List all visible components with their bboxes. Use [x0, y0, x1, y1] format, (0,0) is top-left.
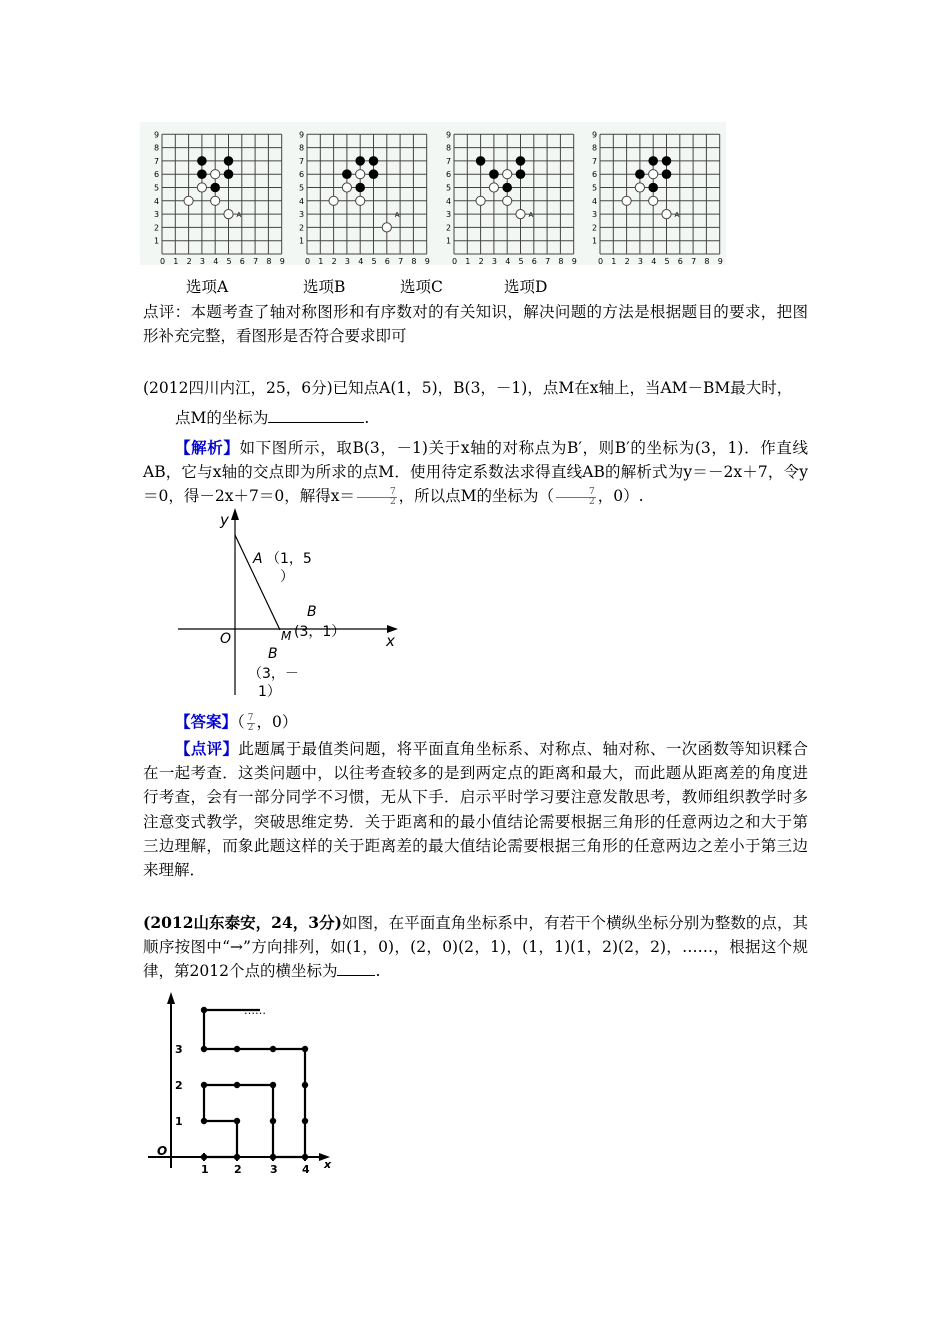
answer-fraction: $\frac{7}{2}$: [247, 712, 254, 733]
grid-y-tick: 7: [446, 156, 452, 166]
point-a-marker: A: [674, 211, 680, 220]
grid-x-tick: 3: [344, 257, 350, 266]
grid-y-tick: 6: [154, 170, 160, 180]
grid-y-tick: 9: [154, 130, 160, 140]
grid-x-tick: 3: [637, 257, 643, 266]
grid-y-tick: 5: [154, 183, 160, 193]
q3-x-tick-label: 4: [302, 1163, 310, 1176]
point-b-coord-1: （3，－: [248, 666, 299, 682]
grid-x-tick: 7: [253, 257, 259, 266]
grid-y-tick: 8: [592, 143, 598, 153]
q2-coordinate-graph: [170, 505, 430, 710]
white-stone: [211, 196, 220, 205]
q3-lattice-point: [201, 1007, 207, 1013]
white-stone: [356, 170, 365, 179]
white-stone: [329, 196, 338, 205]
grid-y-tick: 3: [154, 210, 160, 220]
grid-y-tick: 9: [446, 130, 452, 140]
q3-lattice-point: [270, 1118, 276, 1124]
black-stone: [648, 156, 658, 166]
grid-x-tick: 6: [531, 257, 537, 266]
black-stone: [369, 156, 379, 166]
white-stone: [197, 183, 206, 192]
comment-1: 点评：本题考查了轴对称图形和有序数对的有关知识，解决问题的方法是根据题目的要求，把图形补充完整，看图形是否符合要求即可: [143, 303, 808, 346]
grid-y-tick: 2: [592, 223, 598, 233]
grid-x-tick: 6: [677, 257, 683, 266]
grid-x-tick: 4: [651, 257, 657, 266]
q3-spiral-graph: [140, 990, 340, 1180]
grid-x-tick: 6: [384, 257, 390, 266]
jiexi-text-3: ，0）.: [597, 487, 644, 506]
grid-x-tick: 0: [598, 257, 604, 266]
grid-y-tick: 3: [446, 210, 452, 220]
grid-x-tick: 1: [611, 257, 617, 266]
white-stone: [211, 170, 220, 179]
black-stone: [662, 156, 672, 166]
grid-x-tick: 2: [186, 257, 192, 266]
black-stone: [648, 183, 658, 193]
black-stone: [224, 156, 234, 166]
q3-spiral-path: [204, 1010, 305, 1157]
white-stone: [342, 183, 351, 192]
grid-y-tick: 2: [154, 223, 160, 233]
q2-stem2: 点M的坐标为: [175, 409, 269, 427]
point-a-coord-2: ）: [280, 569, 294, 585]
grid-x-tick: 2: [331, 257, 337, 266]
grid-x-tick: 9: [571, 257, 577, 266]
answer-blank: [268, 406, 364, 423]
grid-x-tick: 4: [213, 257, 219, 266]
grid-x-tick: 0: [160, 257, 166, 266]
grid-y-tick: 5: [299, 183, 305, 193]
option-label-b: 选项B: [303, 278, 346, 296]
q3-continuation-dots: ……: [244, 1004, 266, 1017]
grid-y-tick: 1: [592, 236, 598, 246]
grid-y-tick: 4: [299, 196, 305, 206]
q2-stem-line2: [175, 406, 369, 430]
origin-label: O: [220, 631, 232, 647]
point-a-label: A: [253, 551, 263, 567]
answer-text-2: ，0）: [256, 713, 298, 731]
grid-y-tick: 4: [154, 196, 160, 206]
q3-y-tick-label: 2: [175, 1079, 183, 1092]
dianping-text: 此题属于最值类问题，将平面直角坐标系、对称点、轴对称、一次函数等知识糅合在一起考查．这类问题中，以往考查较多的是到两定点的距离和最大，而此题从距离差的角度进行考查，会有一部分同学不习惯，无从下手．启示平时学习要注意发散思考，教师组织教学时多注意变式教学，突破思维定势．关于距离和的最小值结论需要根据三角形的任意两边之和大于第三边理解，而象此题这样的关于距离差的最大值结论需要根据三角形的任意两边之差小于第三边来理解．: [143, 740, 808, 880]
white-stone: [649, 196, 658, 205]
grid-y-tick: 2: [299, 223, 305, 233]
grid-x-tick: 9: [717, 257, 723, 266]
q2-dianping: [143, 737, 808, 882]
white-stone: [503, 196, 512, 205]
grid-y-tick: 1: [299, 236, 305, 246]
white-stone: [516, 210, 525, 219]
white-stone: [382, 223, 391, 232]
point-b-label: B: [268, 646, 278, 662]
point-a-marker: A: [528, 211, 534, 220]
point-b-prime-coord: (3，1）: [294, 624, 346, 640]
q3-source: (2012山东泰安，24，3分): [143, 913, 342, 932]
grid-x-tick: 7: [545, 257, 551, 266]
point-a-marker: A: [394, 211, 400, 220]
option-label-d: 选项D: [504, 278, 548, 296]
q3-lattice-point: [302, 1154, 308, 1160]
q3-lattice-point: [201, 1046, 207, 1052]
q3-lattice-point: [234, 1154, 240, 1160]
q3-stem-end: .: [375, 962, 381, 981]
grid-x-tick: 4: [358, 257, 364, 266]
grid-y-tick: 7: [592, 156, 598, 166]
grid-x-tick: 1: [173, 257, 179, 266]
q3-lattice-point: [201, 1118, 207, 1124]
jiexi-text-2: ，所以点M的坐标为（: [398, 487, 555, 506]
q3-x-tick-label: 3: [270, 1163, 278, 1176]
grid-y-tick: 8: [446, 143, 452, 153]
grid-x-tick: 9: [424, 257, 430, 266]
grid-y-tick: 3: [592, 210, 598, 220]
grid-y-tick: 6: [592, 170, 598, 180]
option-grid-1: [140, 122, 288, 266]
jiexi-tag: 【解析】: [175, 438, 240, 457]
point-m-label: M: [281, 629, 292, 643]
grid-x-tick: 4: [505, 257, 511, 266]
black-stone: [224, 169, 234, 179]
grid-x-tick: 7: [691, 257, 697, 266]
grid-y-tick: 1: [154, 236, 160, 246]
point-a-coord-1: （1，5: [266, 551, 312, 567]
grid-x-tick: 5: [518, 257, 524, 266]
grid-x-tick: 2: [478, 257, 484, 266]
black-stone: [197, 156, 207, 166]
grid-x-tick: 9: [279, 257, 285, 266]
q3-lattice-point: [270, 1046, 276, 1052]
point-b-prime-label: B: [307, 604, 317, 620]
q3-lattice-point: [302, 1118, 308, 1124]
jiexi-text-1: 如下图所示，取B(3，－1)关于x轴的对称点为B′，则B′的坐标为(3，1)．作直线AB，它与x轴的交点即为所求的点M．使用待定系数法求得直线AB的解析式为y＝－2x＋7，令y＝0，得－2x＋7＝0，解得x＝: [143, 439, 808, 506]
q3-stem: [143, 911, 808, 984]
q3-lattice-point: [270, 1154, 276, 1160]
q3-lattice-point: [234, 1118, 240, 1124]
grid-x-tick: 5: [226, 257, 232, 266]
grid-x-tick: 2: [624, 257, 630, 266]
x-label: x: [386, 632, 395, 650]
black-stone: [502, 183, 512, 193]
q2-stem: (2012四川内江，25，6分)已知点A(1，5)，B(3，－1)，点M在x轴上，当AM－BM最大时，: [143, 379, 793, 397]
grid-y-tick: 9: [299, 130, 305, 140]
line-ab: [235, 535, 280, 630]
grid-y-tick: 2: [446, 223, 452, 233]
q3-lattice-point: [302, 1046, 308, 1052]
grid-y-tick: 5: [446, 183, 452, 193]
grid-y-tick: 5: [592, 183, 598, 193]
black-stone: [197, 169, 207, 179]
q3-lattice-point: [201, 1154, 207, 1160]
option-label-a: 选项A: [186, 278, 229, 296]
black-stone: [662, 169, 672, 179]
q3-lattice-point: [270, 1082, 276, 1088]
black-stone: [489, 169, 499, 179]
grid-y-tick: 7: [299, 156, 305, 166]
q3-stem-text: 如图，在平面直角坐标系中，有若干个横纵坐标分别为整数的点，其顺序按图中“→”方向排列，如(1，0)，(2，0)(2，1)，(1，1)(1，2)(2，2)，……，根据这个规律，第2012个点的横坐标为: [143, 914, 808, 981]
q3-x-tick-label: 2: [234, 1163, 242, 1176]
white-stone: [503, 170, 512, 179]
q3-x-tick-label: 1: [201, 1163, 209, 1176]
black-stone: [476, 156, 486, 166]
answer-text-1: （: [237, 713, 245, 731]
black-stone: [355, 156, 365, 166]
grid-x-tick: 5: [371, 257, 377, 266]
grid-x-tick: 6: [239, 257, 245, 266]
grid-x-tick: 3: [199, 257, 205, 266]
grid-y-tick: 4: [592, 196, 598, 206]
grid-x-tick: 0: [305, 257, 311, 266]
q2-answer: [175, 710, 297, 734]
fraction-7-2: $\frac{7}{2}$: [357, 488, 397, 507]
q3-y-arrow: [167, 992, 175, 1004]
q3-y-tick-label: 1: [175, 1115, 183, 1128]
grid-x-tick: 8: [266, 257, 272, 266]
point-b-coord-2: 1）: [258, 684, 281, 700]
black-stone: [355, 183, 365, 193]
grid-y-tick: 4: [446, 196, 452, 206]
q3-answer-blank: [337, 959, 375, 976]
grid-y-tick: 3: [299, 210, 305, 220]
y-axis-arrow: [231, 508, 239, 520]
option-label-c: 选项C: [400, 278, 443, 296]
q2-stem2-end: .: [364, 409, 370, 427]
q3-lattice-point: [234, 1082, 240, 1088]
grid-x-tick: 0: [452, 257, 458, 266]
white-stone: [635, 183, 644, 192]
grid-x-tick: 8: [704, 257, 710, 266]
black-stone: [342, 169, 352, 179]
grid-x-tick: 7: [398, 257, 404, 266]
grid-x-tick: 3: [491, 257, 497, 266]
point-a-marker: A: [236, 211, 242, 220]
y-label: y: [220, 511, 229, 529]
black-stone: [516, 169, 526, 179]
fraction-7-2-b: $\frac{7}{2}$: [556, 488, 596, 507]
white-stone: [622, 196, 631, 205]
option-grids: [140, 122, 740, 272]
grid-y-tick: 6: [299, 170, 305, 180]
white-stone: [224, 210, 233, 219]
white-stone: [356, 196, 365, 205]
grid-y-tick: 1: [446, 236, 452, 246]
q3-y-tick-label: 3: [175, 1043, 183, 1056]
white-stone: [184, 196, 193, 205]
white-stone: [662, 210, 671, 219]
grid-x-tick: 1: [465, 257, 471, 266]
q3-origin-label: O: [157, 1144, 168, 1158]
grid-y-tick: 6: [446, 170, 452, 180]
grid-y-tick: 9: [592, 130, 598, 140]
grid-y-tick: 7: [154, 156, 160, 166]
white-stone: [489, 183, 498, 192]
white-stone: [476, 196, 485, 205]
black-stone: [369, 169, 379, 179]
q2-jiexi: [143, 436, 808, 509]
option-grid-2: [285, 122, 433, 266]
white-stone: [649, 170, 658, 179]
grid-x-tick: 1: [318, 257, 324, 266]
q3-lattice-point: [302, 1082, 308, 1088]
grid-y-tick: 8: [154, 143, 160, 153]
grid-x-tick: 8: [411, 257, 417, 266]
q3-x-label: x: [324, 1158, 332, 1171]
option-grid-3: [432, 122, 580, 266]
black-stone: [516, 156, 526, 166]
grid-x-tick: 5: [664, 257, 670, 266]
black-stone: [635, 169, 645, 179]
answer-tag: 【答案】: [175, 712, 238, 731]
option-grid-4: [578, 122, 726, 266]
q3-lattice-point: [234, 1046, 240, 1052]
grid-x-tick: 8: [558, 257, 564, 266]
dianping-tag: 【点评】: [175, 739, 239, 758]
black-stone: [210, 183, 220, 193]
q3-lattice-point: [201, 1082, 207, 1088]
grid-y-tick: 8: [299, 143, 305, 153]
